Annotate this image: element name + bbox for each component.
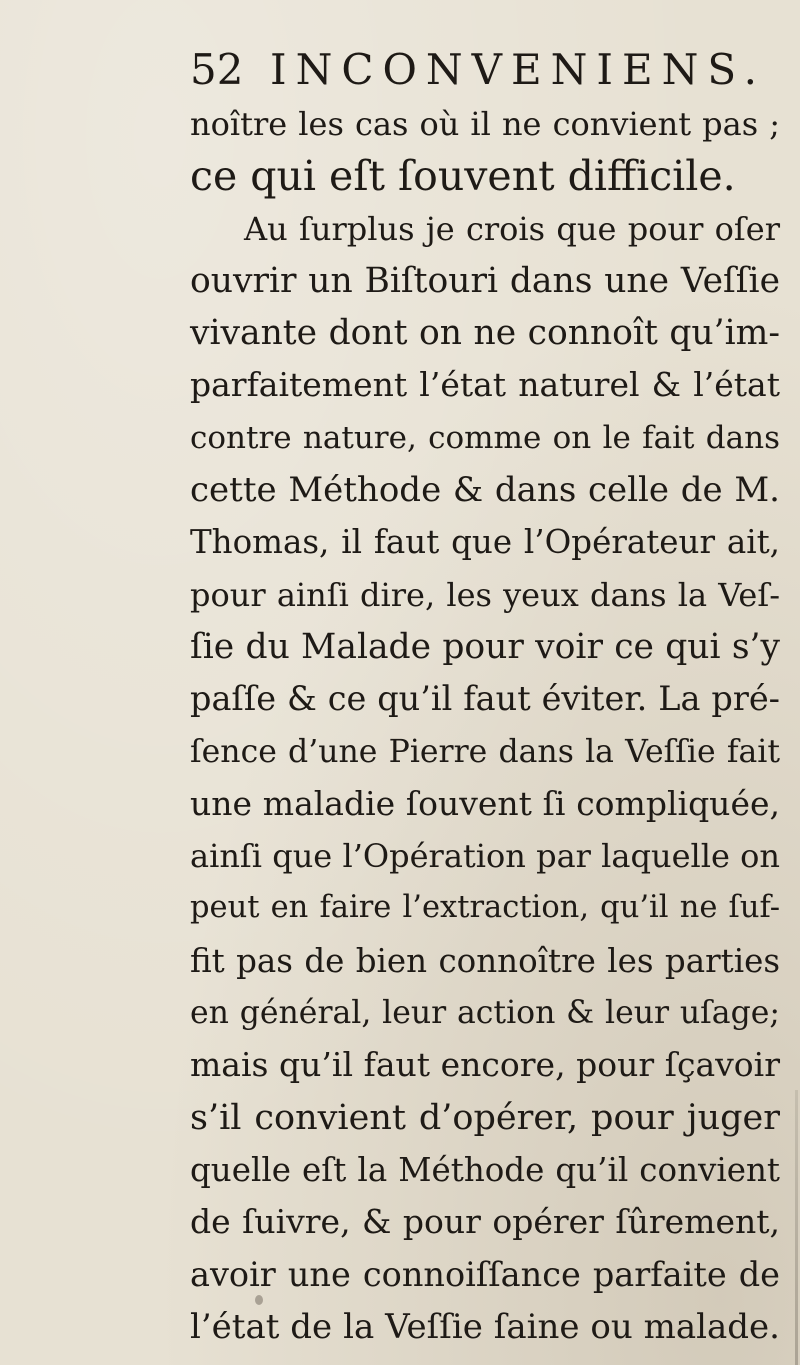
text-line: cette Méthode & dans celle de M. bbox=[190, 470, 780, 511]
running-title: INCONVENIENS. bbox=[270, 45, 767, 94]
text-line: paſſe & ce qu’il faut éviter. La pré- bbox=[190, 679, 780, 719]
text-line: parfaitement l’état naturel & l’état bbox=[190, 365, 780, 405]
text-line: s’il convient d’opérer, pour juger bbox=[190, 1097, 780, 1138]
body-text bbox=[190, 98, 780, 1353]
text-line: en général, leur action & leur uſage; bbox=[190, 995, 780, 1032]
paper-speck bbox=[255, 1295, 263, 1305]
text-line: pour ainſi dire, les yeux dans la Veſ- bbox=[190, 575, 780, 614]
text-line: une maladie ſouvent ſi compliquée, bbox=[190, 783, 780, 823]
text-line: ainſi que l’Opération par laquelle on bbox=[190, 837, 780, 876]
text-line: avoir une connoiſſance parfaite de bbox=[190, 1254, 780, 1294]
text-line: contre nature, comme on le fait dans bbox=[190, 419, 780, 456]
text-line: ouvrir un Biſtouri dans une Veſſie bbox=[190, 260, 780, 301]
running-head bbox=[190, 40, 767, 100]
text-line: ſence d’une Pierre dans la Veſſie fait bbox=[190, 733, 780, 770]
text-line: l’état de la Veſſie ſaine ou malade. bbox=[190, 1306, 780, 1347]
text-line: Thomas, il faut que l’Opérateur ait, bbox=[190, 523, 780, 562]
page-edge-shadow bbox=[795, 1090, 798, 1365]
text-line: fit pas de bien connoître les parties bbox=[190, 941, 780, 980]
text-line: mais qu’il faut encore, pour ſçavoir bbox=[190, 1045, 780, 1085]
text-line: ſie du Malade pour voir ce qui s’y bbox=[190, 626, 780, 667]
text-line: de ſuivre, & pour opérer ſûrement, bbox=[190, 1202, 780, 1242]
page-number: 52 bbox=[190, 45, 244, 94]
text-line: peut en faire l’extraction, qu’il ne ſuf- bbox=[190, 890, 780, 926]
text-line: ce qui eſt ſouvent difficile. bbox=[190, 152, 736, 201]
text-line: noître les cas où il ne convient pas ; bbox=[190, 105, 780, 143]
text-line: vivante dont on ne connoît qu’im- bbox=[190, 313, 780, 354]
text-line: quelle eſt la Méthode qu’il convient bbox=[190, 1150, 780, 1189]
paragraph-start-line: Au ſurplus je crois que pour oſer bbox=[244, 209, 780, 248]
